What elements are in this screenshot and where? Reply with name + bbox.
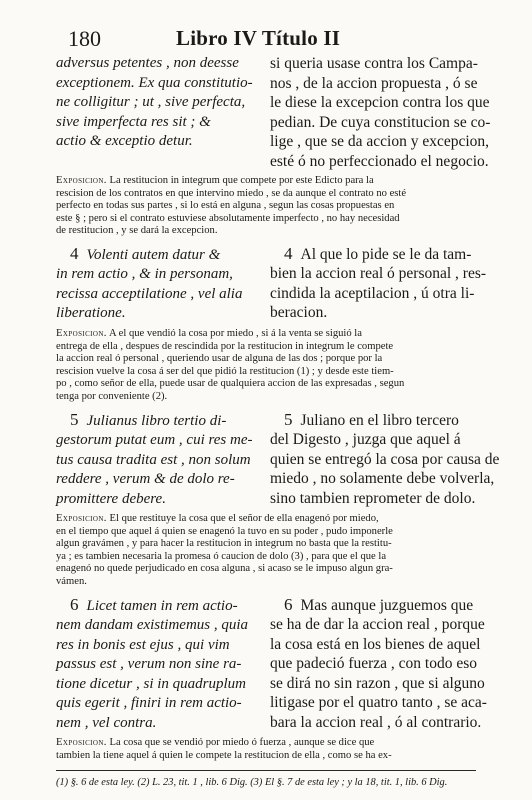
exposition-label: Exposicion. [56, 327, 107, 339]
paragraph-number: 6 [70, 594, 79, 614]
latin-line: recissa acceptilatione , vel alia [56, 285, 243, 302]
spanish-line: si queria usase contra los Campa- [270, 55, 478, 72]
exposition-line: El que restituye la cosa que el señor de ella enagenó por miedo, [109, 513, 379, 525]
spanish-line: del Digesto , juzga que aquel á [270, 431, 461, 449]
exposition-line: rescision de los contratos en que intervino miedo , se da aunque el contrato no esté [56, 187, 407, 199]
latin-line: actio & exceptio detur. [56, 133, 193, 149]
spanish-line: Al que lo pide se le da tam- [300, 245, 472, 263]
paragraph-number: 5 [284, 409, 293, 429]
exposition-line: tambien la tiene aquel á quien le compete la restitucion de ella , como se ha ex- [56, 749, 392, 761]
spanish-line: beracion. [270, 304, 328, 322]
exposition-line: la accion real ó personal , queriendo usar de alguna de las dos ; porque por la [56, 353, 383, 365]
paragraph-pair-1 [56, 54, 491, 171]
latin-line: tus causa tradita est , non solum [56, 451, 251, 468]
latin-line: nem , vel contra. [56, 714, 157, 731]
paragraph-number: 4 [284, 243, 293, 263]
exposition-line: tenga por conveniente (2). [56, 390, 168, 402]
latin-line: adversus petentes , non deesse [56, 55, 239, 71]
spanish-line: bien la accion real ó personal , res- [270, 265, 487, 283]
running-title: Libro IV Título II [176, 26, 341, 50]
paragraph-number: 4 [70, 243, 79, 263]
spanish-line: esté ó no perfeccionado el negocio. [270, 152, 489, 170]
paragraph-pair-6 [56, 594, 487, 734]
exposition-line: de restitucion , y se dará la excepcion. [56, 225, 218, 237]
paragraph-number: 5 [70, 409, 79, 429]
exposition-line: ya ; es tambien necesaria la promesa ó caucion de dolo (3) , para que el que la [56, 550, 387, 562]
latin-line: Julianus libro tertio di- [86, 412, 227, 429]
spanish-column [270, 594, 487, 734]
spanish-line: cindida la aceptilacion , ú otra li- [270, 284, 475, 302]
latin-line: liberatione. [56, 305, 126, 322]
exposition-4 [56, 737, 476, 762]
exposition-line: este § ; pero si el contrato estuviese absolutamente imperfecto , no hay necesidad [56, 212, 400, 224]
exposition-line: en el tiempo que aquel á quien se enagenó la tuvo en su poder , pudo imponerle [56, 525, 393, 537]
latin-line: in rem actio , & in personam, [56, 266, 233, 283]
exposition-2 [56, 328, 476, 404]
latin-column [56, 410, 262, 510]
latin-column [56, 595, 262, 734]
spanish-column [270, 409, 500, 510]
exposition-line: vámen. [56, 576, 87, 587]
latin-line: promittere debere. [56, 490, 166, 507]
spanish-line: le diese la excepcion contra los que [270, 94, 490, 111]
spanish-line: se ha de dar la accion real , porque [270, 616, 485, 634]
exposition-label: Exposicion. [56, 175, 107, 186]
latin-line: tione dicetur , si in quadruplum [56, 675, 246, 692]
exposition-line: La restitucion in integrum que compete por este Edicto para la [109, 175, 374, 186]
exposition-line: entrega de ella , despues de rescindida por la restitucion in integrum le compete [56, 340, 394, 352]
spanish-line: se dirá no sin razon , que si alguno [270, 674, 485, 692]
exposition-line: A el que vendió la cosa por miedo , si á la venta se siguió la [108, 327, 362, 339]
spanish-column [270, 243, 487, 324]
latin-line: gestorum putat eum , cui res me- [56, 432, 253, 449]
exposition-line: po , como señor de ella, puede usar de qualquiera accion de las expresadas , segun [56, 378, 405, 390]
spanish-line: nos , de la accion propuesta , ó se [270, 74, 478, 92]
latin-line: Licet tamen in rem actio- [86, 597, 238, 614]
latin-column [56, 54, 262, 171]
book-page [56, 24, 500, 789]
latin-line: res in bonis est ejus , qui vim [56, 636, 230, 653]
spanish-line: litigase por el quatro tanto , se aca- [270, 694, 487, 712]
spanish-line: lige , que se da accion y excepcion, [270, 133, 490, 150]
latin-line: sive imperfecta res sit ; & [56, 113, 211, 130]
exposition-label: Exposicion. [56, 737, 107, 749]
spanish-line: sino tambien reprometer de dolo. [270, 489, 476, 507]
spanish-line: Mas aunque juzguemos que [300, 596, 474, 614]
page-number: 180 [68, 26, 101, 51]
exposition-line: algun gravámen , y para hacer la restitucion in integrum no basta que la restitu- [56, 538, 392, 550]
spanish-line: bara la accion real , ó al contrario. [270, 713, 482, 731]
latin-line: quis egerit , finiri in rem actio- [56, 695, 242, 712]
footnote-divider [56, 770, 476, 771]
paragraph-pair-4 [56, 243, 487, 324]
latin-column [56, 244, 262, 324]
exposition-line: enagenó no quede perjudicado en cosa alguna , si acaso se le impuso algun gra- [56, 563, 393, 575]
spanish-column [270, 54, 491, 171]
spanish-line: que padeció fuerza , con todo eso [270, 655, 478, 673]
latin-line: ne colligitur ; ut , sive perfecta, [56, 94, 246, 110]
latin-line: exceptionem. Ex qua constitutio- [56, 74, 253, 91]
spanish-line: la cosa está en los bienes de aquel [270, 635, 481, 653]
latin-line: passus est , verum non sine ra- [56, 656, 242, 673]
spanish-line: Juliano en el libro tercero [300, 411, 459, 429]
exposition-line: La cosa que se vendió por miedo ó fuerza , aunque se dice que [109, 737, 375, 749]
spanish-line: miedo , no solamente debe volverla, [270, 470, 495, 488]
footnotes: (1) §. 6 de esta ley. (2) L. 23, tit. 1 , lib. 6 Dig. (3) El §. 7 de esta ley ; y la 18, tit. 1, lib. 6 Dig. [56, 777, 448, 789]
exposition-line: rescision vuelve la cosa á ser del que pidió la restitucion (1) ; y desde este tiem- [56, 365, 394, 377]
spanish-line: pedian. De cuya constitucion se co- [270, 113, 491, 131]
paragraph-number: 6 [284, 594, 293, 614]
spanish-line: quien se entregó la cosa por causa de [270, 450, 500, 468]
paragraph-pair-5 [56, 409, 500, 510]
latin-line: Volenti autem datur & [86, 246, 221, 263]
latin-line: nem dandam existimemus , quia [56, 617, 249, 634]
exposition-line: perfecto en todas sus partes , si lo está en alguna , segun las cosas propuestas en [56, 200, 395, 212]
page-header [56, 24, 476, 54]
latin-line: reddere , verum & de dolo re- [56, 471, 235, 488]
exposition-1 [56, 175, 476, 238]
exposition-3 [56, 513, 476, 589]
exposition-label: Exposicion. [56, 513, 107, 525]
